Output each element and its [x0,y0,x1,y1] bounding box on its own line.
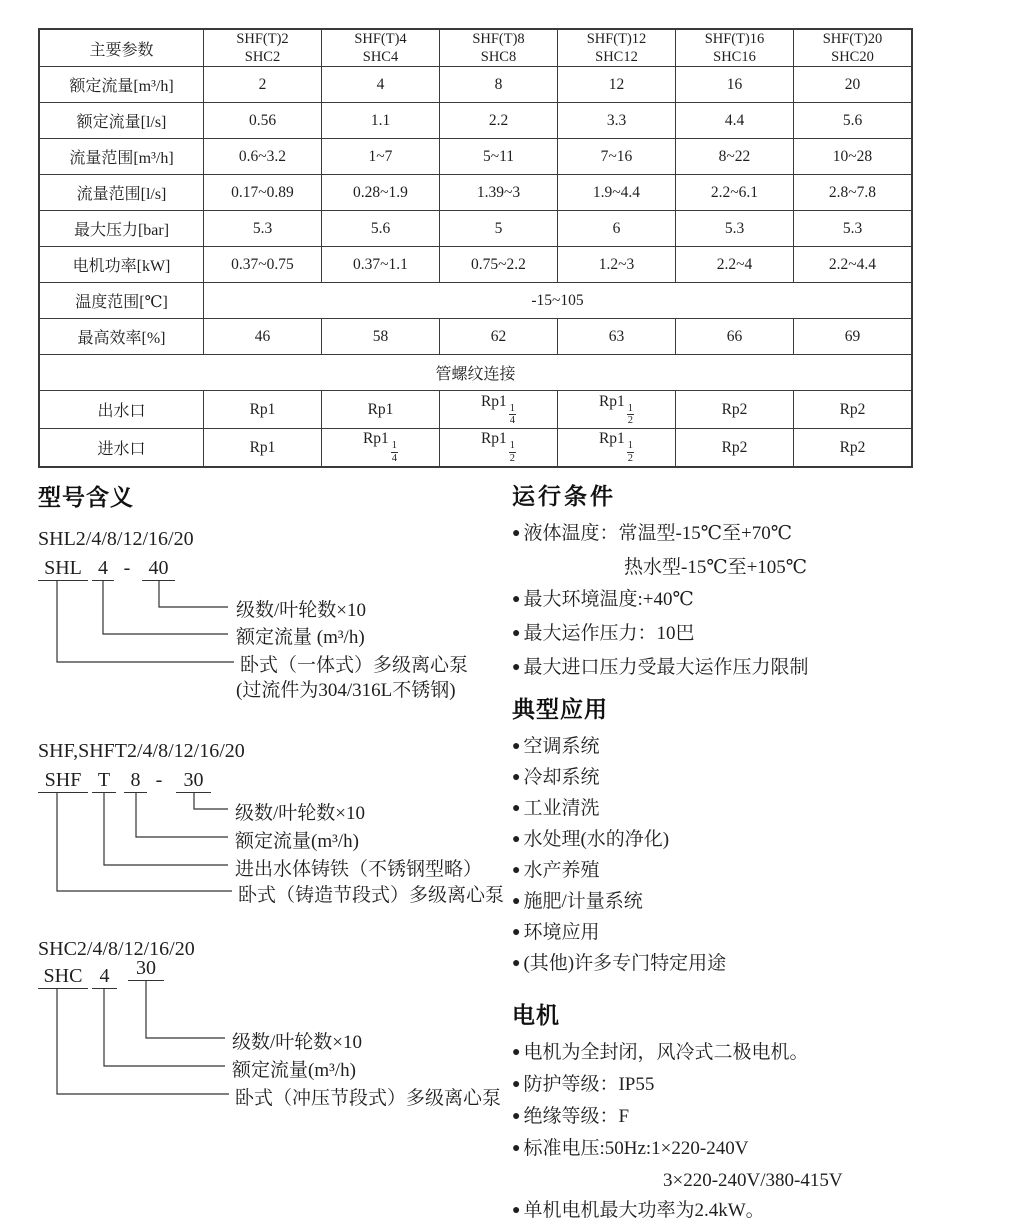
list-item [512,891,1004,914]
fraction [509,440,516,464]
list-item-text: (其他)许多专门特定用途 [523,953,727,974]
model-name-line2: SHC20 [831,49,874,66]
table-cell: 4.4 [676,103,794,139]
table-cell: 7~16 [558,139,676,175]
table-cell: 62 [440,319,558,355]
table-cell: Rp1 $\frac{1}{2}$ [440,429,558,467]
model-code-part: SHF [38,770,88,793]
table-cell: Rp1 $\frac{1}{2}$ [558,429,676,467]
table-cell: 5.3 [676,211,794,247]
list-item [512,922,1004,945]
diagram-label: 额定流量(m³/h) [235,831,359,852]
table-cell: 58 [322,319,440,355]
table-cell: 5.3 [794,211,913,247]
list-item [512,1170,1004,1191]
model-code-part: 30 [128,958,164,981]
operating-conditions-heading: 运行条件 [512,483,616,509]
table-cell: Rp2 [794,429,913,467]
list-item-text: 水产养殖 [523,860,600,881]
table-cell: Rp2 [676,429,794,467]
model-name-line1: SHF(T)12 [586,31,647,47]
model-name-line2: SHC12 [595,49,638,66]
table-cell: 5.6 [794,103,913,139]
table-row [39,283,912,319]
row-label: 进水口 [39,429,204,467]
table-cell: 8~22 [676,139,794,175]
fraction [627,403,634,427]
list-item-text: 空调系统 [523,736,600,757]
diagram-label: (过流件为304/316L不锈钢) [236,680,456,701]
bullet-icon: ● [512,956,521,971]
param-header-cell: 主要参数 [39,29,204,67]
right-column [512,478,1004,1232]
table-cell: 2 [204,67,322,103]
table-cell: 2.2 [440,103,558,139]
motor-heading: 电机 [512,1002,560,1028]
typical-applications-list [512,736,1004,976]
bullet-icon: ● [512,801,521,816]
table-cell: 1~7 [322,139,440,175]
model-code-part: SHC [38,966,88,989]
fraction-numerator: 1 [627,440,634,452]
list-item [512,1074,1004,1097]
fraction-numerator: 1 [627,402,634,414]
table-cell: 5.6 [322,211,440,247]
table-cell: 20 [794,67,913,103]
table-cell: 1.39~3 [440,175,558,211]
list-item [512,623,1004,646]
table-cell: Rp1 [204,391,322,429]
model-name-line1: SHF(T)4 [354,31,407,47]
connector-line [104,793,228,865]
model-name-line2: SHC4 [362,49,399,66]
table-cell: Rp1 [204,429,322,467]
fraction-denominator: 2 [627,415,634,427]
table-row [39,175,912,211]
table-cell: 6 [558,211,676,247]
table-row [39,391,912,429]
table-cell: Rp1 $\frac{1}{2}$ [558,391,676,429]
list-item-text: 最大运作压力：10巴 [523,623,695,644]
list-item [512,1042,1004,1065]
fraction [509,403,516,427]
fraction [391,440,398,464]
model-header-cell [322,29,440,67]
diagram-label: 卧式（冲压节段式）多级离心泵 [235,1088,502,1109]
model-code-dash: - [123,557,131,579]
row-label: 流量范围[m³/h] [39,139,204,175]
table-cell: 0.37~1.1 [322,247,440,283]
model-name-line1: SHF(T)20 [822,31,883,47]
table-cell: Rp2 [676,391,794,429]
bullet-icon: ● [512,1109,521,1124]
connector-line [194,793,228,809]
fraction-numerator: 1 [391,440,398,452]
fraction-numerator: 1 [509,402,516,414]
table-row [39,103,912,139]
table-cell: 1.9~4.4 [558,175,676,211]
fraction-denominator: 4 [509,415,516,427]
model-name-line2: SHC16 [713,49,756,66]
list-item-text: 绝缘等级：F [523,1106,630,1127]
table-row [39,67,912,103]
list-item [512,657,1004,680]
fraction-denominator: 4 [391,453,398,464]
connector-line [57,989,229,1094]
motor-list [512,1042,1004,1223]
model-code-part: 40 [142,558,175,581]
list-item [512,798,1004,821]
model-name-line1: SHF(T)2 [236,31,289,47]
connector-line [104,989,225,1066]
bullet-icon: ● [512,592,521,607]
table-row [39,429,912,467]
bullet-icon: ● [512,832,521,847]
table-cell: 0.37~0.75 [204,247,322,283]
row-label: 流量范围[l/s] [39,175,204,211]
bullet-icon: ● [512,626,521,641]
bullet-icon: ● [512,770,521,785]
connector-line [159,581,228,607]
bullet-icon: ● [512,1077,521,1092]
table-row [39,355,912,391]
diagram-label: 额定流量 (m³/h) [236,627,365,648]
list-item-text: 水处理(水的净化) [523,829,670,850]
list-item [512,860,1004,883]
table-cell: 12 [558,67,676,103]
model-series-shf: SHF,SHFT2/4/8/12/16/20 [38,740,245,762]
row-label: 温度范围[℃] [39,283,204,319]
model-header-cell [204,29,322,67]
table-cell: 69 [794,319,913,355]
list-item [512,767,1004,790]
table-cell: 0.75~2.2 [440,247,558,283]
typical-applications-heading: 典型应用 [512,696,608,722]
table-cell: Rp2 [794,391,913,429]
table-cell: 2.8~7.8 [794,175,913,211]
model-name-line1: SHF(T)16 [704,31,765,47]
table-cell: Rp1 $\frac{1}{4}$ [440,391,558,429]
model-code-part: 30 [176,770,211,793]
table-cell: Rp1 $\frac{1}{4}$ [322,429,440,467]
list-item-text: 环境应用 [523,922,600,943]
list-item-text: 液体温度：常温型-15℃至+70℃ [523,523,793,544]
diagram-label: 额定流量(m³/h) [232,1060,356,1081]
table-cell: 5~11 [440,139,558,175]
operating-conditions-list [512,523,1004,680]
table-cell: 3.3 [558,103,676,139]
table-row [39,319,912,355]
bullet-icon: ● [512,863,521,878]
model-series-shl: SHL2/4/8/12/16/20 [38,528,194,550]
bullet-icon: ● [512,526,521,541]
list-item-text: 最大进口压力受最大运作压力限制 [523,657,809,678]
model-header-cell [676,29,794,67]
list-item-text: 热水型-15℃至+105℃ [624,557,808,578]
table-cell: 2.2~6.1 [676,175,794,211]
connector-line [57,793,232,891]
table-row [39,139,912,175]
table-cell: 5 [440,211,558,247]
spec-table [38,28,913,468]
table-cell: 10~28 [794,139,913,175]
model-name-line2: SHC2 [244,49,281,66]
model-header-cell [558,29,676,67]
connector-line [136,793,228,837]
bullet-icon: ● [512,894,521,909]
diagram-label: 卧式（一体式）多级离心泵 [240,655,469,676]
table-cell: 0.6~3.2 [204,139,322,175]
row-label: 最高效率[%] [39,319,204,355]
model-header-cell [440,29,558,67]
list-item [512,1200,1004,1223]
bullet-icon: ● [512,925,521,940]
list-item-text: 电机为全封闭，风冷式二极电机。 [523,1042,809,1063]
table-cell: 66 [676,319,794,355]
table-cell: 4 [322,67,440,103]
model-name-line1: SHF(T)8 [472,31,525,47]
table-cell: 5.3 [204,211,322,247]
fraction-numerator: 1 [509,440,516,452]
model-series-shc: SHC2/4/8/12/16/20 [38,938,195,960]
fraction-denominator: 2 [627,453,634,464]
list-item-text: 单机电机最大功率为2.4kW。 [523,1200,765,1221]
row-label: 额定流量[l/s] [39,103,204,139]
connector-line [103,581,228,634]
list-item [512,589,1004,612]
list-item-text: 防护等级：IP55 [523,1074,655,1095]
row-label: 出水口 [39,391,204,429]
table-cell: 8 [440,67,558,103]
bullet-icon: ● [512,660,521,675]
table-cell: 1.1 [322,103,440,139]
diagram-label: 级数/叶轮数×10 [235,803,365,824]
table-row [39,247,912,283]
row-label: 电机功率[kW] [39,247,204,283]
list-item [512,557,1004,578]
table-header-row [39,29,912,67]
list-item-text: 冷却系统 [523,767,600,788]
row-label: 额定流量[m³/h] [39,67,204,103]
model-code-part: SHL [38,558,88,581]
list-item [512,829,1004,852]
fraction-denominator: 2 [509,453,516,464]
bullet-icon: ● [512,739,521,754]
connector-line [57,581,234,662]
merged-value-cell: -15~105 [204,283,913,319]
row-label: 最大压力[bar] [39,211,204,247]
list-item-text: 最大环境温度:+40℃ [523,589,694,610]
list-item [512,1138,1004,1161]
model-meaning-heading: 型号含义 [38,484,134,510]
table-cell: 63 [558,319,676,355]
table-row [39,211,912,247]
table-cell: 2.2~4.4 [794,247,913,283]
bullet-icon: ● [512,1045,521,1060]
fraction [627,440,634,464]
list-item-text: 3×220-240V/380-415V [663,1170,843,1191]
bullet-icon: ● [512,1203,521,1218]
table-cell: 1.2~3 [558,247,676,283]
model-code-part: 8 [124,770,147,793]
list-item [512,953,1004,976]
model-header-cell [794,29,913,67]
table-cell: 46 [204,319,322,355]
diagram-label: 进出水体铸铁（不锈钢型略） [235,859,483,880]
model-code-dash: - [155,769,163,791]
list-item [512,1106,1004,1129]
model-name-line2: SHC8 [480,49,517,66]
list-item-text: 施肥/计量系统 [523,891,643,912]
diagram-label: 级数/叶轮数×10 [236,600,366,621]
list-item [512,523,1004,546]
thread-connection-cell: 管螺纹连接 [39,355,912,391]
model-code-part: T [92,770,116,793]
list-item [512,736,1004,759]
table-cell: 16 [676,67,794,103]
bullet-icon: ● [512,1141,521,1156]
diagram-label: 卧式（铸造节段式）多级离心泵 [238,885,505,906]
table-cell: 2.2~4 [676,247,794,283]
list-item-text: 工业清洗 [523,798,600,819]
table-cell: 0.28~1.9 [322,175,440,211]
model-code-part: 4 [92,966,117,989]
diagram-label: 级数/叶轮数×10 [232,1032,362,1053]
list-item-text: 标准电压:50Hz:1×220-240V [523,1138,749,1159]
connector-line [146,981,225,1038]
table-cell: Rp1 [322,391,440,429]
table-cell: 0.56 [204,103,322,139]
table-cell: 0.17~0.89 [204,175,322,211]
model-code-part: 4 [92,558,114,581]
